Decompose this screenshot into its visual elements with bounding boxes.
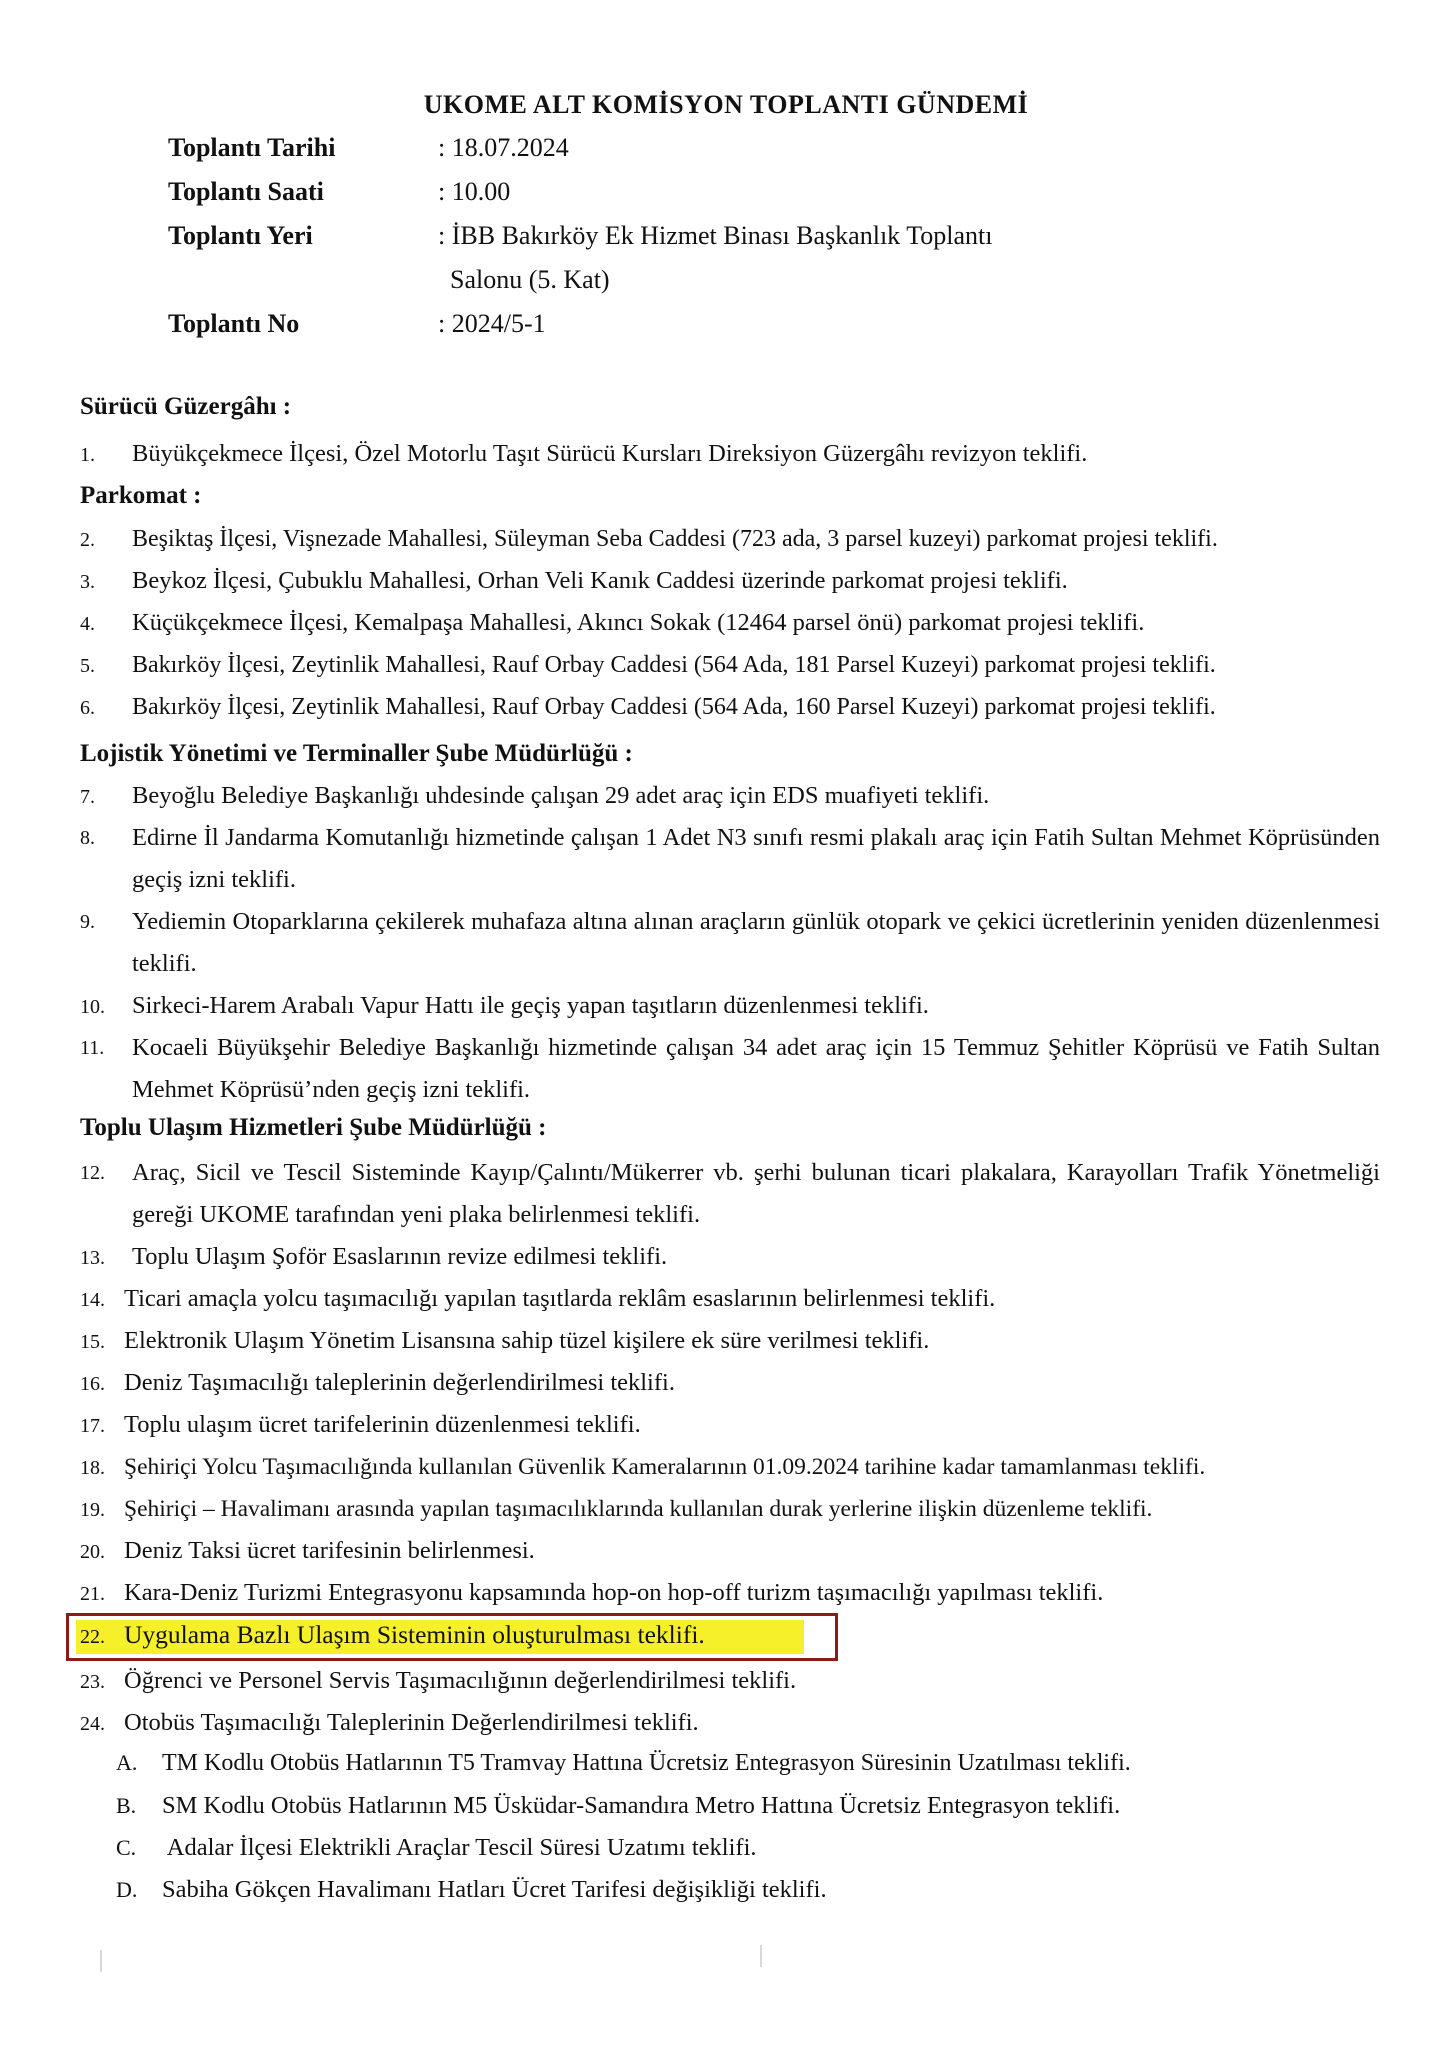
agenda-item (80, 560, 1068, 603)
item-text: Bakırköy İlçesi, Zeytinlik Mahallesi, Rauf Orbay Caddesi (564 Ada, 181 Parsel Kuzeyi) parkomat projesi teklifi. (132, 652, 1216, 678)
item-text: Öğrenci ve Personel Servis Taşımacılığının değerlendirilmesi teklifi. (124, 1667, 797, 1694)
agenda-item (80, 518, 1218, 561)
item-number: 16. (80, 1373, 105, 1395)
section-heading: Lojistik Yönetimi ve Terminaller Şube Müdürlüğü : (80, 740, 633, 767)
scan-artifact (760, 1945, 762, 1967)
item-number: 13. (80, 1247, 105, 1269)
subitem-text: TM Kodlu Otobüs Hatlarının T5 Tramvay Hattına Ücretsiz Entegrasyon Süresinin Uzatılması teklifi. (162, 1750, 1131, 1776)
item-text: Elektronik Ulaşım Yönetim Lisansına sahip tüzel kişilere ek süre verilmesi teklifi. (124, 1327, 930, 1354)
agenda-item-highlighted (80, 1614, 705, 1658)
item-text: Küçükçekmece İlçesi, Kemalpaşa Mahallesi, Akıncı Sokak (12464 parsel önü) parkomat projesi teklifi. (132, 609, 1145, 636)
meta-label: Toplantı Tarihi (168, 133, 336, 162)
agenda-item (80, 1362, 675, 1405)
item-text: Toplu Ulaşım Şoför Esaslarının revize edilmesi teklifi. (132, 1243, 668, 1270)
item-number: 22. (80, 1626, 105, 1648)
agenda-item (80, 901, 1380, 985)
item-number: 8. (80, 827, 95, 849)
meta-label: Toplantı Yeri (168, 221, 313, 250)
subitem-text: Sabiha Gökçen Havalimanı Hatları Ücret Tarifesi değişikliği teklifi. (162, 1876, 827, 1903)
agenda-item (80, 1530, 535, 1573)
subitem-text: SM Kodlu Otobüs Hatlarının M5 Üsküdar-Samandıra Metro Hattına Ücretsiz Entegrasyon teklifi. (162, 1792, 1121, 1819)
agenda-item (80, 1446, 1205, 1489)
agenda-subitem (116, 1750, 1131, 1777)
agenda-item (80, 775, 989, 818)
item-text: Şehiriçi – Havalimanı arasında yapılan taşımacılıklarında kullanılan durak yerlerine ilişkin düzenleme teklifi. (124, 1496, 1153, 1522)
item-number: 1. (80, 444, 95, 466)
meta-value-continuation: Salonu (5. Kat) (450, 265, 610, 294)
section-heading: Toplu Ulaşım Hizmetleri Şube Müdürlüğü : (80, 1114, 547, 1141)
item-number: 21. (80, 1583, 105, 1605)
item-number: 7. (80, 786, 95, 808)
agenda-item (80, 1404, 641, 1447)
agenda-item (80, 1572, 1103, 1615)
item-number: 10. (80, 996, 105, 1018)
item-text: Ticari amaçla yolcu taşımacılığı yapılan taşıtlarda reklâm esaslarının belirlenmesi teklifi. (124, 1285, 996, 1312)
item-text: Kara-Deniz Turizmi Entegrasyonu kapsamında hop-on hop-off turizm taşımacılığı yapılması teklifi. (124, 1579, 1104, 1606)
item-text: Deniz Taşımacılığı taleplerinin değerlendirilmesi teklifi. (124, 1369, 675, 1396)
item-text: Sirkeci-Harem Arabalı Vapur Hattı ile geçiş yapan taşıtların düzenlenmesi teklifi. (132, 992, 929, 1019)
meta-label: Toplantı Saati (168, 177, 324, 206)
item-number: 9. (80, 911, 95, 933)
item-number: 2. (80, 529, 95, 551)
item-text: Otobüs Taşımacılığı Taleplerinin Değerlendirilmesi teklifi. (124, 1709, 699, 1736)
item-text: Araç, Sicil ve Tescil Sisteminde Kayıp/Çalıntı/Mükerrer vb. şerhi bulunan ticari plakalara, Karayolları Trafik Yönetmeliği gereği UKOME tarafından yeni plaka belirlenmesi teklifi. (132, 1159, 1380, 1228)
item-number: 18. (80, 1457, 105, 1479)
scan-artifact (100, 1950, 102, 1972)
agenda-item (80, 1488, 1152, 1531)
agenda-subitem (116, 1834, 757, 1862)
item-number: 11. (80, 1037, 105, 1059)
agenda-item (80, 644, 1216, 687)
agenda-item (80, 602, 1144, 645)
item-number: 17. (80, 1415, 105, 1437)
agenda-subitem (116, 1876, 827, 1904)
meta-value: : 18.07.2024 (438, 133, 569, 162)
agenda-item (80, 1278, 995, 1321)
item-number: 24. (80, 1713, 105, 1735)
meta-value: : İBB Bakırköy Ek Hizmet Binası Başkanlık Toplantı (438, 221, 993, 250)
subitem-letter: B. (116, 1793, 137, 1818)
item-text: Yediemin Otoparklarına çekilerek muhafaza altına alınan araçların günlük otopark ve çekici ücretlerinin yeniden düzenlenmesi teklifi. (132, 908, 1380, 977)
item-number: 6. (80, 697, 95, 719)
meta-value: : 10.00 (438, 177, 511, 206)
item-number: 5. (80, 655, 95, 677)
item-number: 20. (80, 1541, 105, 1563)
item-number: 19. (80, 1499, 105, 1521)
agenda-item (80, 1236, 667, 1279)
section-heading: Parkomat : (80, 482, 202, 509)
item-text: Kocaeli Büyükşehir Belediye Başkanlığı hizmetinde çalışan 34 adet araç için 15 Temmuz Şehitler Köprüsü ve Fatih Sultan Mehmet Köprüsü’nden geçiş izni teklifi. (132, 1034, 1380, 1103)
item-text: Şehiriçi Yolcu Taşımacılığında kullanılan Güvenlik Kameralarının 01.09.2024 tarihine kadar tamamlanması teklifi. (124, 1454, 1206, 1480)
agenda-item (80, 817, 1380, 901)
agenda-item (80, 1152, 1380, 1236)
meta-value: : 2024/5-1 (438, 309, 546, 338)
agenda-item (80, 686, 1216, 729)
subitem-letter: D. (116, 1877, 138, 1902)
subitem-letter: C. (116, 1835, 137, 1860)
agenda-item (80, 1320, 929, 1363)
subitem-letter: A. (116, 1750, 138, 1775)
agenda-item (80, 1660, 796, 1703)
item-text: Beyoğlu Belediye Başkanlığı uhdesinde çalışan 29 adet araç için EDS muafiyeti teklifi. (132, 782, 990, 809)
item-text: Edirne İl Jandarma Komutanlığı hizmetinde çalışan 1 Adet N3 sınıfı resmi plakalı araç için Fatih Sultan Mehmet Köprüsünden geçiş izni teklifi. (132, 824, 1380, 893)
item-text: Beşiktaş İlçesi, Vişnezade Mahallesi, Süleyman Seba Caddesi (723 ada, 3 parsel kuzeyi) parkomat projesi teklifi. (132, 526, 1218, 552)
item-text: Beykoz İlçesi, Çubuklu Mahallesi, Orhan Veli Kanık Caddesi üzerinde parkomat projesi teklifi. (132, 567, 1068, 594)
item-number: 14. (80, 1289, 105, 1311)
item-number: 3. (80, 571, 95, 593)
section-heading: Sürücü Güzergâhı : (80, 393, 292, 420)
agenda-subitem (116, 1792, 1120, 1820)
meta-label: Toplantı No (168, 309, 300, 338)
item-number: 15. (80, 1331, 105, 1353)
item-text: Deniz Taksi ücret tarifesinin belirlenmesi. (124, 1537, 535, 1564)
item-text: Uygulama Bazlı Ulaşım Sisteminin oluşturulması teklifi. (124, 1620, 705, 1649)
item-number: 4. (80, 613, 95, 635)
agenda-item (80, 1702, 699, 1745)
item-number: 12. (80, 1162, 105, 1184)
item-text: Toplu ulaşım ücret tarifelerinin düzenlenmesi teklifi. (124, 1411, 641, 1438)
agenda-item (80, 433, 1087, 476)
agenda-item (80, 1027, 1380, 1111)
item-text: Büyükçekmece İlçesi, Özel Motorlu Taşıt Sürücü Kursları Direksiyon Güzergâhı revizyon teklifi. (132, 440, 1088, 467)
subitem-text: Adalar İlçesi Elektrikli Araçlar Tescil Süresi Uzatımı teklifi. (162, 1834, 757, 1861)
document-title: UKOME ALT KOMİSYON TOPLANTI GÜNDEMİ (423, 90, 1029, 119)
agenda-item (80, 985, 929, 1028)
item-number: 23. (80, 1671, 105, 1693)
item-text: Bakırköy İlçesi, Zeytinlik Mahallesi, Rauf Orbay Caddesi (564 Ada, 160 Parsel Kuzeyi) parkomat projesi teklifi. (132, 694, 1216, 720)
